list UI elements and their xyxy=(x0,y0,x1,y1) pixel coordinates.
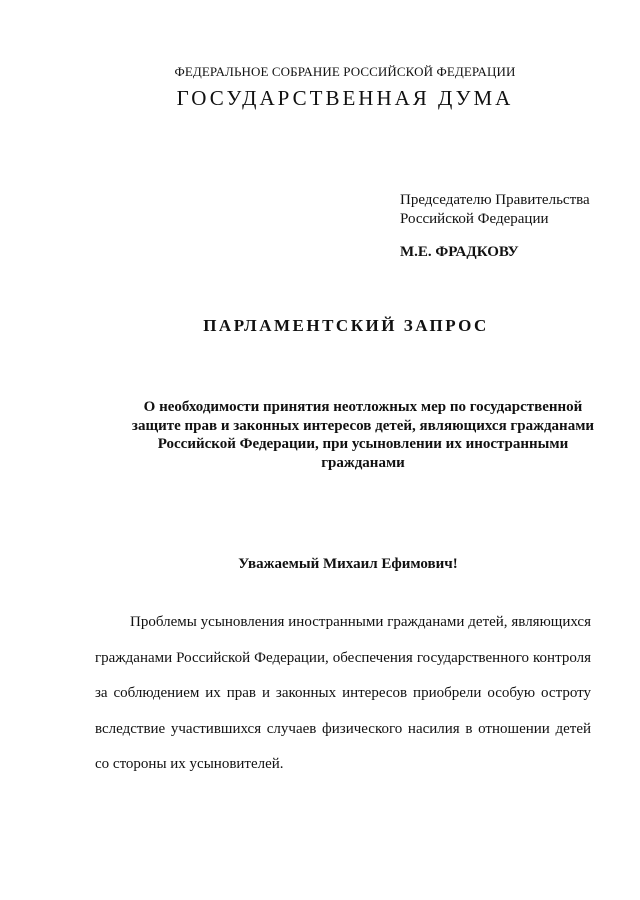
addressee-name: М.Е. ФРАДКОВУ xyxy=(400,244,519,260)
document-subject: О необходимости принятия неотложных мер по государственной защите прав и законных интересов детей, являющихся гражданами Российской Федерации, при усыновлении их иностранными гражданами xyxy=(131,399,595,471)
chamber-header: ГОСУДАРСТВЕННАЯ ДУМА xyxy=(176,86,514,110)
salutation: Уважаемый Михаил Ефимович! xyxy=(238,556,458,572)
body-paragraph: Проблемы усыновления иностранными гражданами детей, являющихся гражданами Российской Федерации, обеспечения государственного контроля за соблюдением их прав и законных интересов приобрели особую остроту вследствие участившихся случаев физического насилия в отношении детей со стороны их усыновителей. xyxy=(95,614,591,772)
organization-header: ФЕДЕРАЛЬНОЕ СОБРАНИЕ РОССИЙСКОЙ ФЕДЕРАЦИИ xyxy=(174,64,516,79)
document-title: ПАРЛАМЕНТСКИЙ ЗАПРОС xyxy=(203,316,489,335)
addressee-block xyxy=(400,191,630,229)
addressee-country: Российской Федерации xyxy=(400,211,549,227)
addressee-position: Председателю Правительства xyxy=(400,192,590,208)
